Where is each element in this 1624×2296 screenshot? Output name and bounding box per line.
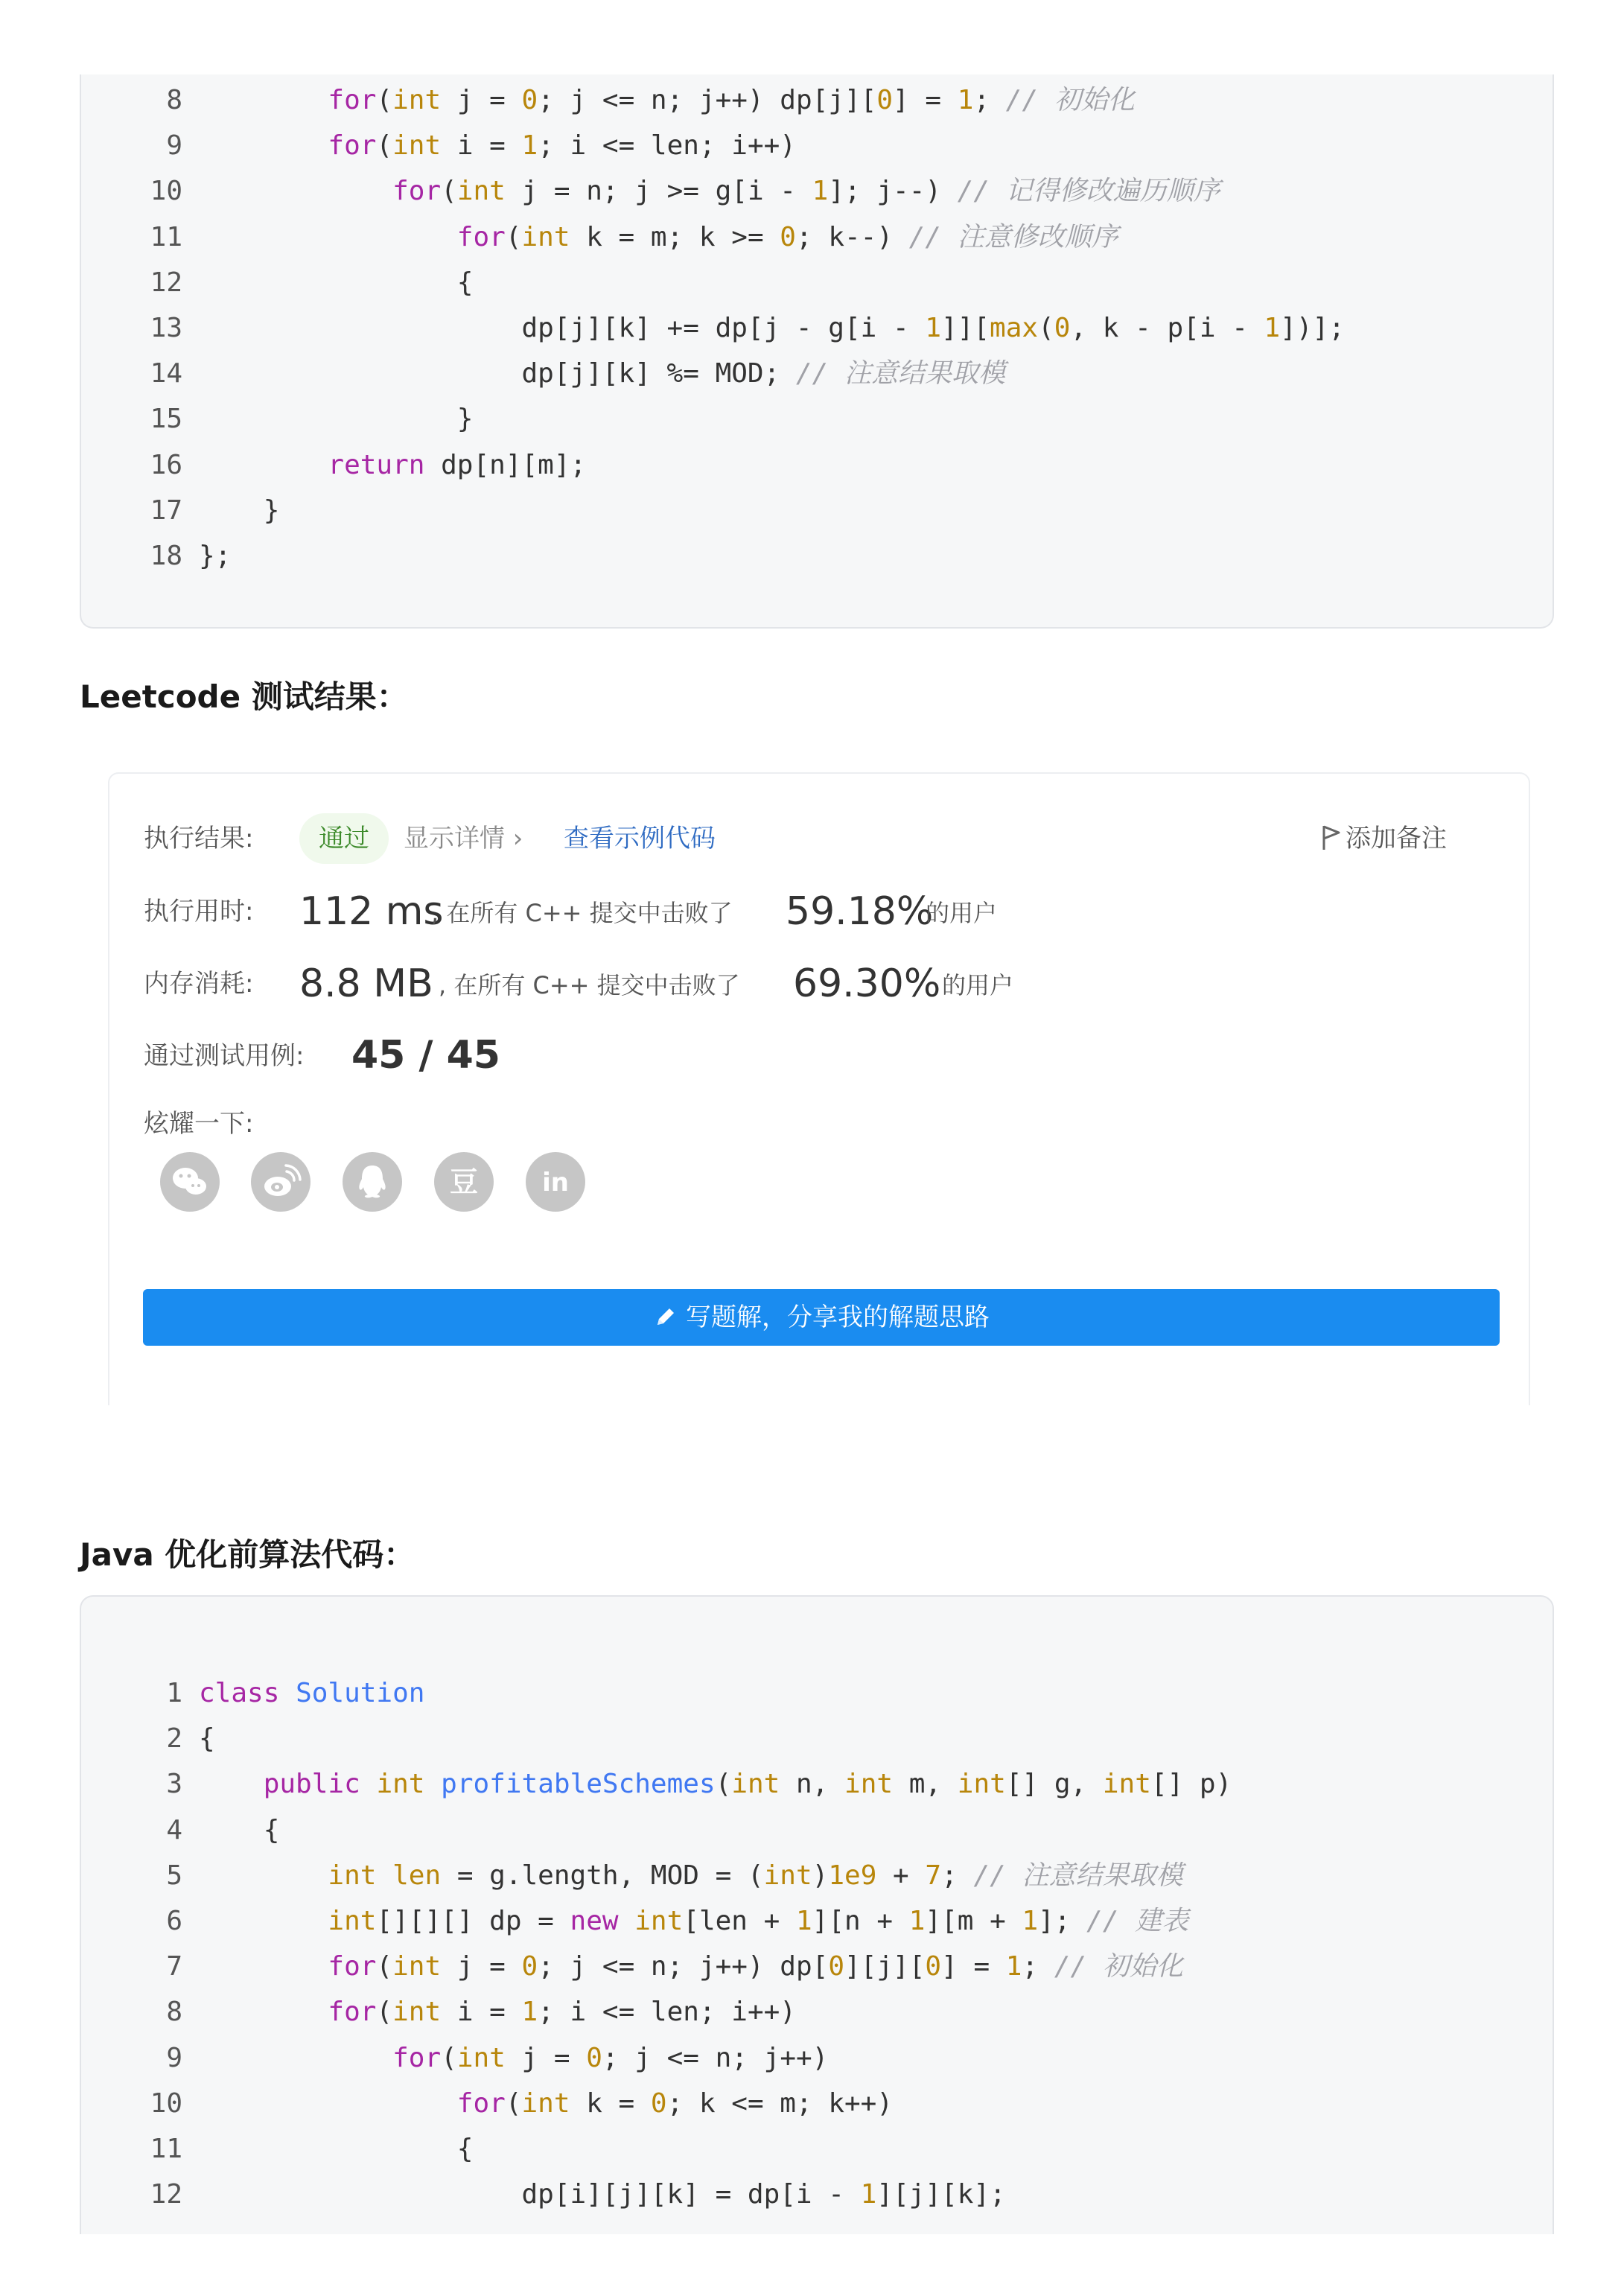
line-number: 13 [150,313,182,343]
line-number: 9 [166,2042,182,2073]
code-text: } [199,404,474,435]
test-cases-value: 45 / 45 [351,1033,500,1078]
line-number: 11 [150,221,182,252]
memory-percent: 69.30% [793,961,941,1006]
code-text: dp[j][k] %= MOD; // 注意结果取模 [199,358,1005,389]
line-number: 8 [166,1997,182,2028]
qq-icon[interactable] [343,1152,402,1212]
code-text: { [199,267,474,298]
line-number: 2 [166,1723,182,1755]
code-text: for(int j = 0; j <= n; j++) dp[0][j][0] = 1; // 初始化 [328,1951,1183,1982]
code-block-cpp [80,74,1554,629]
line-number: 12 [150,2179,182,2210]
code-text: for(int i = 1; i <= len; i++) [328,130,796,162]
line-number: 14 [150,358,182,389]
code-text: int[][][] dp = new int[len + 1][n + 1][m + 1]; // 建表 [328,1906,1189,1936]
code-text: dp[i][j][k] = dp[i - 1][j][k]; [199,2179,1006,2210]
code-text: dp[j][k] += dp[j - g[i - 1]][max(0, k - p[i - 1])]; [199,313,1345,343]
code-text: }; [199,541,232,571]
code-text: { [199,1814,280,1845]
linkedin-icon[interactable] [526,1152,585,1212]
time-percent: 59.18% [786,889,934,934]
line-number: 15 [150,404,182,435]
share-label: 炫耀一下: [144,1109,254,1139]
time-beat-text: , 在所有 C++ 提交中击败了 [431,899,733,927]
line-number: 7 [166,1951,182,1982]
line-number: 10 [150,2087,182,2119]
section-heading-java: Java 优化前算法代码： [80,1536,415,1573]
test-cases-label: 通过测试用例: [144,1041,305,1071]
view-example-code-link[interactable]: 查看示例代码 [564,824,716,853]
line-number: 10 [150,176,182,207]
pass-badge: 通过 [299,813,389,864]
code-text: } [199,495,280,526]
flag-icon [1322,824,1341,851]
code-text: for(int k = m; k >= 0; k--) // 注意修改顺序 [456,221,1118,252]
line-number: 12 [150,267,182,298]
write-solution-button[interactable] [143,1289,1500,1346]
pencil-icon [653,1304,678,1329]
douban-icon[interactable] [434,1152,494,1212]
code-text: for(int j = 0; j <= n; j++) [392,2042,829,2073]
line-number: 16 [150,449,182,480]
memory-beat-text: , 在所有 C++ 提交中击败了 [439,971,740,999]
code-text: { [199,1723,215,1755]
wechat-icon[interactable] [160,1152,220,1212]
memory-value: 8.8 MB [299,961,433,1006]
code-text: public int profitableSchemes(int n, int m, int[] g, int[] p) [263,1769,1232,1800]
line-number: 17 [150,495,182,526]
douban-glyph: 豆 [449,1166,479,1198]
memory-suffix: 的用户 [942,971,1014,999]
add-note-label: 添加备注 [1346,824,1447,853]
code-text: return dp[n][m]; [328,449,587,480]
code-text: class Solution [199,1678,425,1708]
code-text: for(int k = 0; k <= m; k++) [456,2087,894,2119]
time-label: 执行用时: [144,897,254,926]
linkedin-glyph: in [542,1168,569,1198]
memory-label: 内存消耗: [144,969,254,999]
time-value: 112 ms [299,889,444,934]
weibo-icon[interactable] [251,1152,311,1212]
line-number: 5 [166,1860,182,1891]
code-text: for(int j = 0; j <= n; j++) dp[j][0] = 1; // 初始化 [328,85,1135,115]
line-number: 9 [166,130,182,162]
code-block-java [80,1595,1554,2234]
line-number: 11 [150,2134,182,2164]
time-suffix: 的用户 [926,899,998,927]
write-solution-label: 写题解，分享我的解题思路 [686,1303,990,1332]
code-text: for(int j = n; j >= g[i - 1]; j--) // 记得修改遍历顺序 [392,176,1220,207]
line-number: 4 [166,1814,182,1845]
line-number: 6 [166,1906,182,1936]
code-text: { [199,2134,474,2164]
line-number: 1 [166,1678,182,1708]
line-number: 18 [150,541,182,571]
code-text: int len = g.length, MOD = (int)1e9 + 7; // 注意结果取模 [328,1860,1183,1891]
section-heading-result: Leetcode 测试结果： [80,678,408,715]
add-note-button[interactable] [1322,820,1447,857]
line-number: 3 [166,1769,182,1800]
code-text: for(int i = 1; i <= len; i++) [328,1997,796,2028]
show-detail-link[interactable]: 显示详情 › [404,824,523,853]
exec-result-label: 执行结果: [144,824,254,853]
line-number: 8 [166,85,182,115]
